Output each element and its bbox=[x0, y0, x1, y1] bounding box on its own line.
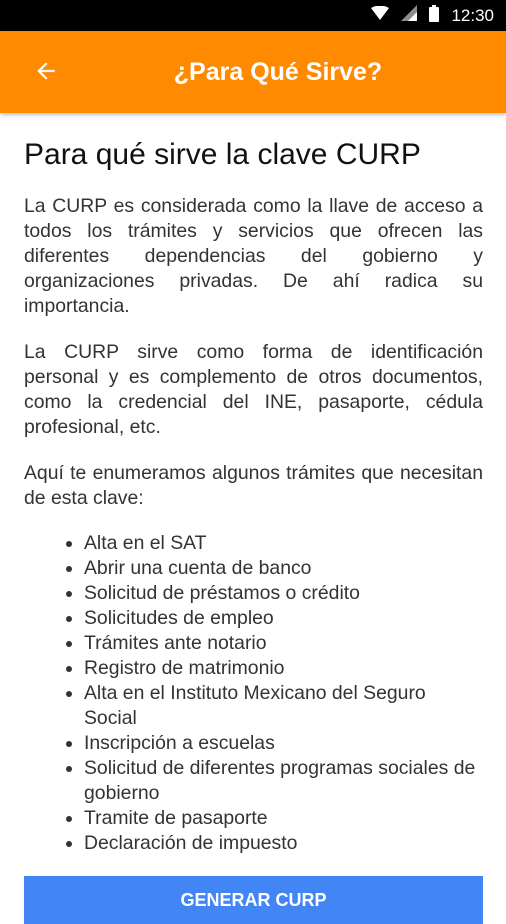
main-content bbox=[24, 113, 483, 856]
list-item: • Solicitud de préstamos o crédito bbox=[84, 581, 483, 606]
intro-paragraph: La CURP es considerada como la llave de acceso a todos los trámites y servicios que ofrecen las diferentes dependencias del gobierno y organizaciones privadas. De ahí radica su importancia. bbox=[24, 195, 483, 317]
list-item: • Tramite de pasaporte bbox=[84, 806, 483, 831]
app-bar-title: ¿Para Qué Sirve? bbox=[173, 57, 383, 86]
status-icons bbox=[371, 0, 494, 31]
list-item: • Inscripción a escuelas bbox=[84, 731, 483, 756]
usage-paragraph: La CURP sirve como forma de identificación personal y es complemento de otros documentos, como la credencial del INE, pasaporte, cédula profesional, etc. bbox=[24, 341, 483, 438]
tramites-intro-paragraph: Aquí te enumeramos algunos trámites que necesitan de esta clave: bbox=[24, 462, 483, 509]
status-time: 12:30 bbox=[451, 5, 494, 25]
wifi-icon bbox=[371, 6, 389, 25]
tramites-list bbox=[24, 531, 483, 856]
list-item: • Solicitudes de empleo bbox=[84, 606, 483, 631]
list-item: • Alta en el Instituto Mexicano del Seguro Social bbox=[84, 681, 483, 731]
battery-icon bbox=[429, 5, 439, 27]
list-item: • Abrir una cuenta de banco bbox=[84, 556, 483, 581]
list-item: • Trámites ante notario bbox=[84, 631, 483, 656]
page-title: Para qué sirve la clave CURP bbox=[24, 138, 421, 171]
list-item: • Solicitud de diferentes programas sociales de gobierno bbox=[84, 756, 483, 806]
list-item: • Registro de matrimonio bbox=[84, 656, 483, 681]
signal-icon bbox=[401, 5, 417, 26]
list-item: • Declaración de impuesto bbox=[84, 831, 483, 856]
arrow-back-icon bbox=[33, 58, 59, 89]
list-item: • Alta en el SAT bbox=[84, 531, 483, 556]
generate-curp-button[interactable]: GENERAR CURP bbox=[24, 876, 483, 924]
back-button[interactable] bbox=[24, 51, 68, 95]
app-bar bbox=[0, 31, 506, 113]
status-bar bbox=[0, 0, 506, 31]
